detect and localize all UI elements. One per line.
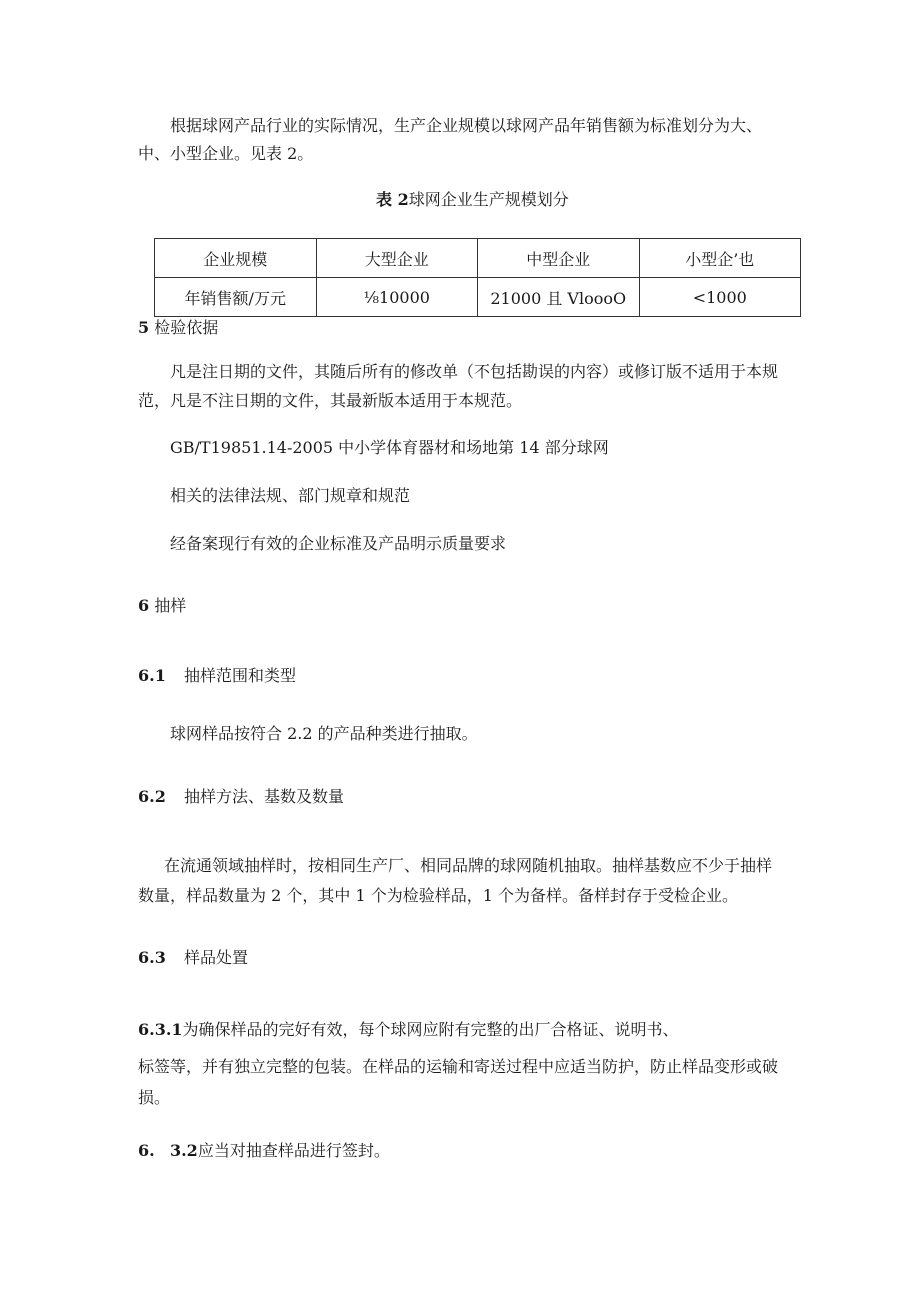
section-6-3-1-line-1 — [138, 1022, 679, 1038]
section-6-2-number: 6.2 — [138, 787, 166, 806]
section-6-3-heading — [138, 950, 248, 966]
section-6-2-heading — [138, 789, 344, 805]
section-6-3-1-number: 6.3.1 — [138, 1020, 183, 1039]
table-header-cell: 大型企业 — [316, 239, 478, 278]
table-cell: <1000 — [639, 278, 801, 317]
section-5-title: 检验依据 — [154, 318, 219, 337]
table-row — [155, 278, 801, 317]
table-cell: ⅛10000 — [316, 278, 478, 317]
table-cell: 年销售额/万元 — [155, 278, 317, 317]
section-6-3-2-line — [138, 1143, 390, 1159]
scale-table — [154, 238, 801, 317]
section-6-1-title: 抽样范围和类型 — [184, 666, 297, 685]
section-6-3-1-text: 为确保样品的完好有效，每个球网应附有完整的出厂合格证、说明书、 — [182, 1020, 679, 1039]
section-5-paragraph-line-2: 范，凡是不注日期的文件，其最新版本适用于本规范。 — [138, 391, 523, 410]
section-6-3-title: 样品处置 — [184, 948, 249, 967]
table-header-row — [155, 239, 801, 278]
section-6-1-number: 6.1 — [138, 666, 166, 685]
table-caption-text: 球网企业生产规模划分 — [408, 190, 569, 209]
section-6-3-2-number-a: 6. — [138, 1141, 155, 1160]
section-6-1-text: 球网样品按符合 2.2 的产品种类进行抽取。 — [170, 724, 478, 743]
table-caption-number: 表 2 — [376, 190, 409, 209]
reference-item-2: 相关的法律法规、部门规章和规范 — [170, 486, 411, 505]
intro-line-1: 根据球网产品行业的实际情况，生产企业规模以球网产品年销售额为标准划分为大、 — [170, 116, 763, 135]
section-6-2-line-2: 数量，样品数量为 2 个，其中 1 个为检验样品，1 个为备样。备样封存于受检企业。 — [138, 886, 738, 905]
section-6-3-1-line-2: 标签等，并有独立完整的包装。在样品的运输和寄送过程中应适当防护，防止样品变形或破 — [138, 1057, 779, 1076]
table-header-cell: 小型企’也 — [639, 239, 801, 278]
intro-line-2: 中、小型企业。见表 2。 — [138, 144, 314, 163]
section-6-3-2-text: 应当对抽查样品进行签封。 — [197, 1141, 390, 1160]
section-6-title: 抽样 — [154, 596, 187, 615]
section-6-2-line-1: 在流通领域抽样时，按相同生产厂、相同品牌的球网随机抽取。抽样基数应不少于抽样 — [164, 856, 773, 875]
table-header-cell: 企业规模 — [155, 239, 317, 278]
section-5-number: 5 — [138, 318, 150, 337]
section-6-1-heading — [138, 668, 296, 684]
section-6-heading — [138, 598, 186, 614]
section-6-number: 6 — [138, 596, 150, 615]
section-5-heading — [138, 320, 218, 336]
section-5-paragraph-line-1: 凡是注日期的文件，其随后所有的修改单（不包括勘误的内容）或修订版不适用于本规 — [170, 362, 779, 381]
section-6-2-title: 抽样方法、基数及数量 — [184, 787, 345, 806]
section-6-3-2-number-b: 3.2 — [169, 1141, 198, 1160]
reference-item-1: GB/T19851.14-2005 中小学体育器材和场地第 14 部分球网 — [170, 438, 609, 457]
table-caption — [376, 192, 569, 208]
section-6-3-number: 6.3 — [138, 948, 166, 967]
table-header-cell: 中型企业 — [478, 239, 640, 278]
section-6-3-1-line-3: 损。 — [138, 1088, 171, 1107]
table-cell: 21000 且 VloooO — [478, 278, 640, 317]
reference-item-3: 经备案现行有效的企业标准及产品明示质量要求 — [170, 534, 507, 553]
